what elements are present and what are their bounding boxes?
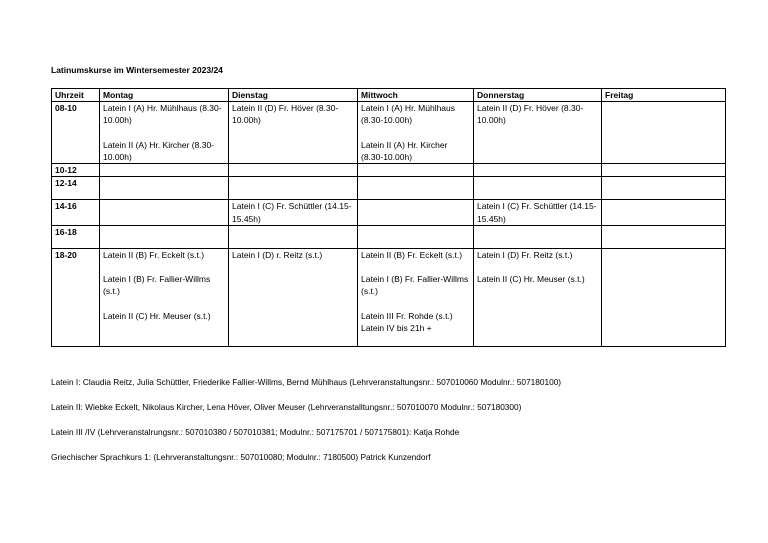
time-slot: 18-20 xyxy=(52,248,100,346)
table-row xyxy=(52,177,726,200)
table-cell xyxy=(474,102,602,164)
course-entry: Latein II (B) Fr. Eckelt (s.t.) xyxy=(361,249,463,260)
header-montag: Montag xyxy=(100,89,229,102)
table-cell xyxy=(474,164,602,177)
table-row xyxy=(52,164,726,177)
course-entry: Latein III Fr. Rohde (s.t.) xyxy=(361,310,453,321)
course-entry: Latein I (C) Fr. Schüttler (14.15-15.45h) xyxy=(477,201,597,224)
course-entry: Latein II (A) Hr. Kircher (8.30-10.00h) xyxy=(361,139,448,162)
schedule-table xyxy=(51,88,726,347)
table-cell xyxy=(602,225,726,248)
table-row xyxy=(52,200,726,225)
table-cell xyxy=(358,164,474,177)
table-cell xyxy=(602,177,726,200)
table-cell xyxy=(100,102,229,164)
note-latein-1: Latein I: Claudia Reitz, Julia Schüttler, Friederike Fallier-Willms, Bernd Mühlhaus (Lehrveranstaltungsnr.: 507010060 Modulnr.: 507180100) xyxy=(51,377,562,387)
time-slot: 10-12 xyxy=(52,164,100,177)
time-slot: 16-18 xyxy=(52,225,100,248)
course-entry: Latein II (A) Hr. Kircher (8.30-10.00h) xyxy=(103,139,215,162)
table-cell xyxy=(358,102,474,164)
course-entry: Latein II (D) Fr. Höver (8.30-10.00h) xyxy=(477,103,584,126)
table-cell xyxy=(602,200,726,225)
table-cell xyxy=(100,225,229,248)
table-cell xyxy=(602,102,726,164)
course-entry: Latein I (B) Fr. Fallier-Willms (s.t.) xyxy=(361,274,469,297)
header-freitag: Freitag xyxy=(602,89,726,102)
course-entry: Latein I (B) Fr. Fallier-Willms (s.t.) xyxy=(103,274,211,297)
time-slot: 08-10 xyxy=(52,102,100,164)
course-entry: Latein I (D) Fr. Reitz (s.t.) xyxy=(477,249,573,260)
note-latein-3-4: Latein III /IV (Lehrveranstalrungsnr.: 507010380 / 507010381; Modulnr.: 507175701 / 507175801): Katja Rohde xyxy=(51,427,460,437)
table-cell xyxy=(100,248,229,346)
table-cell xyxy=(100,177,229,200)
notes xyxy=(51,376,561,463)
schedule-body xyxy=(52,102,726,347)
table-cell xyxy=(602,248,726,346)
page-title: Latinumskurse im Wintersemester 2023/24 xyxy=(51,65,223,75)
table-row xyxy=(52,248,726,346)
time-slot: 12-14 xyxy=(52,177,100,200)
table-cell xyxy=(358,200,474,225)
table-cell xyxy=(358,248,474,346)
table-cell xyxy=(229,225,358,248)
note-griechisch: Griechischer Sprachkurs 1: (Lehrveranstaltungsnr.: 507010080; Modulnr.: 7180500) Patrick Kunzendorf xyxy=(51,452,431,462)
table-cell xyxy=(229,177,358,200)
table-row xyxy=(52,102,726,164)
table-cell xyxy=(229,102,358,164)
table-cell xyxy=(602,164,726,177)
time-slot: 14-16 xyxy=(52,200,100,225)
course-entry: Latein I (D) r. Reitz (s.t.) xyxy=(232,249,323,260)
header-donnerstag: Donnerstag xyxy=(474,89,602,102)
course-entry: Latein II (B) Fr. Eckelt (s.t.) xyxy=(103,249,205,260)
table-row xyxy=(52,225,726,248)
table-cell xyxy=(358,177,474,200)
table-cell xyxy=(100,164,229,177)
table-header-row xyxy=(52,89,726,102)
table-cell xyxy=(229,200,358,225)
table-cell xyxy=(229,164,358,177)
table-cell xyxy=(474,225,602,248)
table-cell xyxy=(474,248,602,346)
course-entry: Latein II (C) Hr. Meuser (s.t.) xyxy=(103,310,211,321)
course-entry: Latein IV bis 21h + xyxy=(361,323,432,333)
table-cell xyxy=(474,200,602,225)
course-entry: Latein I (A) Hr. Mühlhaus (8.30-10.00h) xyxy=(103,103,222,126)
header-uhrzeit: Uhrzeit xyxy=(52,89,100,102)
header-dienstag: Dienstag xyxy=(229,89,358,102)
table-cell xyxy=(100,200,229,225)
header-mittwoch: Mittwoch xyxy=(358,89,474,102)
course-entry: Latein II (D) Fr. Höver (8.30-10.00h) xyxy=(232,103,339,126)
course-entry: Latein II (C) Hr. Meuser (s.t.) xyxy=(477,274,585,285)
course-entry: Latein I (C) Fr. Schüttler (14.15-15.45h) xyxy=(232,201,352,224)
table-cell xyxy=(229,248,358,346)
table-cell xyxy=(474,177,602,200)
table-cell xyxy=(358,225,474,248)
course-entry: Latein I (A) Hr. Mühlhaus (8.30-10.00h) xyxy=(361,103,456,126)
note-latein-2: Latein II: Wiebke Eckelt, Nikolaus Kircher, Lena Höver, Oliver Meuser (Lehrveranstalltungsnr.: 507010070 Modulnr.: 507180300) xyxy=(51,402,522,412)
